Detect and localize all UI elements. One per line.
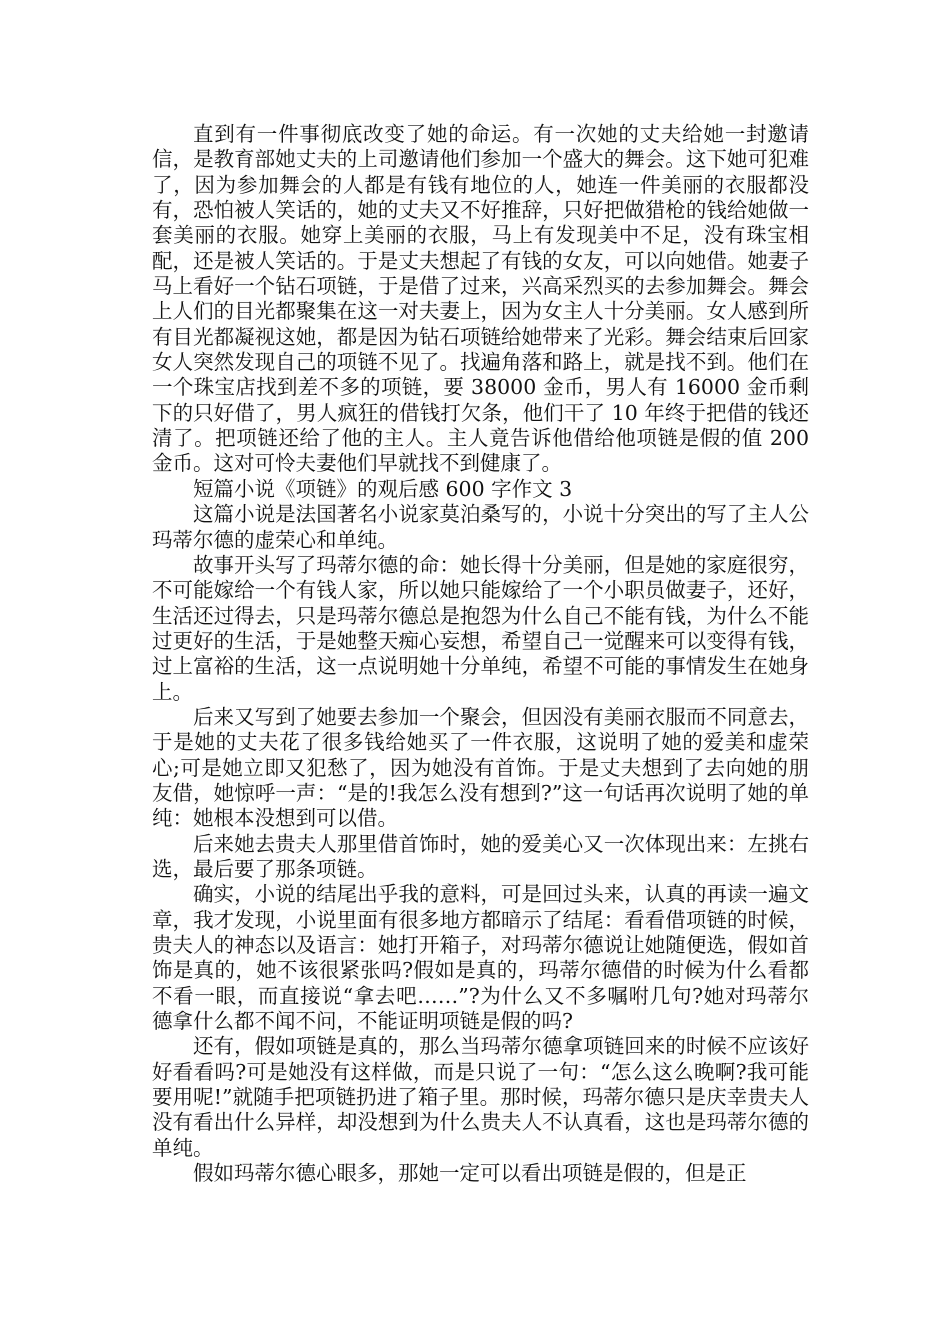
paragraph-8: 假如玛蒂尔德心眼多，那她一定可以看出项链是假的，但是正 [193,1161,747,1186]
paragraph-5: 后来她去贵夫人那里借首饰时，她的爱美心又一次体现出来：左挑右选，最后要了那条项链。 [152,831,809,881]
paragraph-6: 确实，小说的结尾出乎我的意料，可是回过头来，认真的再读一遍文章，我才发现，小说里面有很多地方都暗示了结尾：看看借项链的时候，贵夫人的神态以及语言：她打开箱子，对玛蒂尔德说让她随便选，假如首饰是真的，她不该很紧张吗?假如是真的，玛蒂尔德借的时候为什么看都不看一眼，而直接说“拿去吧……”?为什么又不多嘱咐几句?她对玛蒂尔德拿什么都不闻不问，不能证明项链是假的吗? [152,882,809,1034]
section-heading: 短篇小说《项链》的观后感 600 字作文 3 [193,476,573,501]
document-body [152,122,809,1186]
paragraph-3: 故事开头写了玛蒂尔德的命：她长得十分美丽，但是她的家庭很穷，不可能嫁给一个有钱人家，所以她只能嫁给了一个小职员做妻子，还好，生活还过得去，只是玛蒂尔德总是抱怨为什么自己不能有钱，为什么不能过更好的生活，于是她整天痴心妄想，希望自己一觉醒来可以变得有钱，过上富裕的生活，这一点说明她十分单纯，希望不可能的事情发生在她身上。 [152,552,809,704]
paragraph-7: 还有，假如项链是真的，那么当玛蒂尔德拿项链回来的时候不应该好好看看吗?可是她没有这样做，而是只说了一句：“怎么这么晚啊?我可能要用呢!”就随手把项链扔进了箱子里。那时候，玛蒂尔德只是庆幸贵夫人没有看出什么异样，却没想到为什么贵夫人不认真看，这也是玛蒂尔德的单纯。 [152,1034,809,1160]
paragraph-1: 直到有一件事彻底改变了她的命运。有一次她的丈夫给她一封邀请信，是教育部她丈夫的上司邀请他们参加一个盛大的舞会。这下她可犯难了，因为参加舞会的人都是有钱有地位的人，她连一件美丽的衣服都没有，恐怕被人笑话的，她的丈夫又不好推辞，只好把做猎枪的钱给她做一套美丽的衣服。她穿上美丽的衣服，马上有发现美中不足，没有珠宝相配，还是被人笑话的。于是丈夫想起了有钱的女友，可以向她借。她妻子马上看好一个钻石项链，于是借了过来，兴高采烈买的去参加舞会。舞会上人们的目光都聚集在这一对夫妻上，因为女主人十分美丽。女人感到所有目光都凝视这她，都是因为钻石项链给她带来了光彩。舞会结束后回家女人突然发现自己的项链不见了。找遍角落和路上，就是找不到。他们在一个珠宝店找到差不多的项链，要 38000 金币，男人有 16000 金币剩下的只好借了，男人疯狂的借钱打欠条，他们干了 10 年终于把借的钱还清了。把项链还给了他的主人。主人竟告诉他借给他项链是假的值 200 金币。这对可怜夫妻他们早就找不到健康了。 [152,122,809,476]
paragraph-2: 这篇小说是法国著名小说家莫泊桑写的，小说十分突出的写了主人公玛蒂尔德的虚荣心和单纯。 [152,502,809,552]
paragraph-4: 后来又写到了她要去参加一个聚会，但因没有美丽衣服而不同意去，于是她的丈夫花了很多钱给她买了一件衣服，这说明了她的爱美和虚荣心;可是她立即又犯愁了，因为她没有首饰。于是丈夫想到了去向她的朋友借，她惊呼一声：“是的!我怎么没有想到?”这一句话再次说明了她的单纯：她根本没想到可以借。 [152,704,809,831]
